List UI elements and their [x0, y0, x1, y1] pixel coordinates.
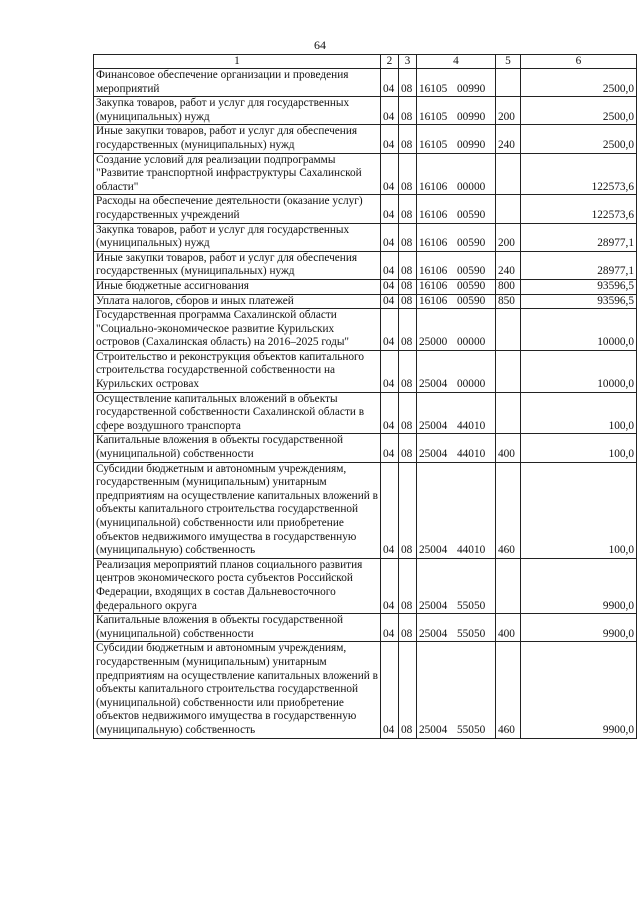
row-target-article	[417, 125, 496, 153]
row-amount: 28977,1	[521, 251, 637, 279]
row-amount: 9900,0	[521, 642, 637, 738]
row-target-article	[417, 309, 496, 351]
header-col-4: 4	[417, 55, 496, 69]
row-subsection-code: 08	[399, 195, 417, 223]
row-name: Иные закупки товаров, работ и услуг для обеспечения государственных (муниципальных) нужд	[94, 251, 381, 279]
row-subsection-code: 08	[399, 350, 417, 392]
row-amount: 93596,5	[521, 279, 637, 294]
row-target-article	[417, 434, 496, 462]
target-article-program: 16105	[419, 110, 448, 123]
row-name: Реализация мероприятий планов социального развития центров экономического роста субъектов Российской Федерации, входящих в состав Дальневосточного федерального округа	[94, 558, 381, 613]
target-article-direction: 00990	[457, 82, 486, 95]
header-col-5: 5	[496, 55, 521, 69]
row-section-code: 04	[381, 309, 399, 351]
target-article-program: 16106	[419, 180, 448, 193]
target-article-direction: 00590	[457, 208, 486, 221]
target-article-program: 25004	[419, 448, 448, 461]
row-amount: 9900,0	[521, 558, 637, 613]
target-article-program: 25004	[419, 419, 448, 432]
target-article-program: 25000	[419, 336, 448, 349]
row-expense-type	[496, 153, 521, 195]
target-article-program: 25004	[419, 627, 448, 640]
row-expense-type: 240	[496, 251, 521, 279]
row-target-article	[417, 153, 496, 195]
target-article-program: 25004	[419, 544, 448, 557]
row-section-code: 04	[381, 223, 399, 251]
table-row	[94, 434, 637, 462]
row-expense-type	[496, 558, 521, 613]
table-row	[94, 97, 637, 125]
target-article-program: 16106	[419, 294, 448, 307]
target-article-direction: 55050	[457, 627, 486, 640]
row-subsection-code: 08	[399, 462, 417, 558]
row-subsection-code: 08	[399, 223, 417, 251]
row-subsection-code: 08	[399, 309, 417, 351]
target-article-program: 25004	[419, 723, 448, 736]
row-expense-type	[496, 69, 521, 97]
row-subsection-code: 08	[399, 125, 417, 153]
target-article-program: 16106	[419, 208, 448, 221]
target-article-direction: 00000	[457, 378, 486, 391]
row-target-article	[417, 462, 496, 558]
row-expense-type	[496, 309, 521, 351]
row-target-article	[417, 223, 496, 251]
target-article-direction: 00990	[457, 138, 486, 151]
row-name: Субсидии бюджетным и автономным учреждениям, государственным (муниципальным) унитарным предприятиям на осуществление капитальных вложений в объекты капитального строительства государственной (муниципальной) собственности или приобретение объектов недвижимого имущества в государственную (муниципальную) собственность	[94, 462, 381, 558]
table-row	[94, 462, 637, 558]
row-name: Капитальные вложения в объекты государственной (муниципальной) собственности	[94, 434, 381, 462]
row-target-article	[417, 642, 496, 738]
row-name: Закупка товаров, работ и услуг для государственных (муниципальных) нужд	[94, 97, 381, 125]
table-header-row	[94, 55, 637, 69]
table-body	[94, 69, 637, 739]
table-row	[94, 294, 637, 309]
target-article-direction: 44010	[457, 448, 486, 461]
table-row	[94, 614, 637, 642]
row-section-code: 04	[381, 69, 399, 97]
row-amount: 2500,0	[521, 69, 637, 97]
row-expense-type: 800	[496, 279, 521, 294]
row-amount: 100,0	[521, 434, 637, 462]
target-article-direction: 00990	[457, 110, 486, 123]
target-article-direction: 44010	[457, 419, 486, 432]
table-row	[94, 392, 637, 434]
row-target-article	[417, 69, 496, 97]
row-name: Расходы на обеспечение деятельности (оказание услуг) государственных учреждений	[94, 195, 381, 223]
row-expense-type	[496, 392, 521, 434]
row-expense-type: 240	[496, 125, 521, 153]
target-article-direction: 00000	[457, 336, 486, 349]
row-expense-type: 400	[496, 434, 521, 462]
row-subsection-code: 08	[399, 614, 417, 642]
row-target-article	[417, 392, 496, 434]
header-col-2: 2	[381, 55, 399, 69]
target-article-direction: 00590	[457, 279, 486, 292]
budget-table	[93, 54, 637, 739]
row-amount: 9900,0	[521, 614, 637, 642]
target-article-direction: 44010	[457, 544, 486, 557]
row-subsection-code: 08	[399, 294, 417, 309]
row-subsection-code: 08	[399, 69, 417, 97]
row-target-article	[417, 279, 496, 294]
row-subsection-code: 08	[399, 392, 417, 434]
row-section-code: 04	[381, 97, 399, 125]
table-row	[94, 69, 637, 97]
row-amount: 122573,6	[521, 195, 637, 223]
row-amount: 10000,0	[521, 350, 637, 392]
target-article-program: 16106	[419, 265, 448, 278]
table-row	[94, 195, 637, 223]
target-article-direction: 00590	[457, 237, 486, 250]
row-subsection-code: 08	[399, 153, 417, 195]
target-article-direction: 55050	[457, 599, 486, 612]
row-amount: 122573,6	[521, 153, 637, 195]
table-row	[94, 558, 637, 613]
row-expense-type: 400	[496, 614, 521, 642]
target-article-program: 25004	[419, 378, 448, 391]
target-article-program: 16105	[419, 138, 448, 151]
row-amount: 10000,0	[521, 309, 637, 351]
row-section-code: 04	[381, 350, 399, 392]
row-subsection-code: 08	[399, 434, 417, 462]
target-article-program: 16106	[419, 279, 448, 292]
row-name: Уплата налогов, сборов и иных платежей	[94, 294, 381, 309]
row-expense-type: 200	[496, 223, 521, 251]
row-expense-type	[496, 350, 521, 392]
target-article-direction: 55050	[457, 723, 486, 736]
target-article-program: 16105	[419, 82, 448, 95]
row-section-code: 04	[381, 279, 399, 294]
row-expense-type: 460	[496, 462, 521, 558]
row-subsection-code: 08	[399, 251, 417, 279]
row-name: Иные закупки товаров, работ и услуг для обеспечения государственных (муниципальных) нужд	[94, 125, 381, 153]
row-target-article	[417, 251, 496, 279]
target-article-direction: 00590	[457, 294, 486, 307]
row-amount: 2500,0	[521, 97, 637, 125]
row-section-code: 04	[381, 195, 399, 223]
row-expense-type: 200	[496, 97, 521, 125]
row-section-code: 04	[381, 251, 399, 279]
row-section-code: 04	[381, 558, 399, 613]
table-row	[94, 153, 637, 195]
row-amount: 2500,0	[521, 125, 637, 153]
row-name: Капитальные вложения в объекты государственной (муниципальной) собственности	[94, 614, 381, 642]
row-name: Создание условий для реализации подпрограммы "Развитие транспортной инфраструктуры Сахалинской области"	[94, 153, 381, 195]
target-article-direction: 00000	[457, 180, 486, 193]
row-section-code: 04	[381, 434, 399, 462]
header-col-1: 1	[94, 55, 381, 69]
row-target-article	[417, 195, 496, 223]
table-row	[94, 223, 637, 251]
row-section-code: 04	[381, 125, 399, 153]
row-section-code: 04	[381, 642, 399, 738]
table-row	[94, 125, 637, 153]
row-target-article	[417, 614, 496, 642]
row-amount: 100,0	[521, 392, 637, 434]
header-col-3: 3	[399, 55, 417, 69]
row-section-code: 04	[381, 392, 399, 434]
row-amount: 93596,5	[521, 294, 637, 309]
table-row	[94, 251, 637, 279]
row-expense-type: 850	[496, 294, 521, 309]
header-col-6: 6	[521, 55, 637, 69]
row-section-code: 04	[381, 462, 399, 558]
row-subsection-code: 08	[399, 558, 417, 613]
target-article-program: 25004	[419, 599, 448, 612]
page-number: 64	[314, 38, 326, 52]
row-target-article	[417, 350, 496, 392]
row-name: Финансовое обеспечение организации и проведения мероприятий	[94, 69, 381, 97]
row-name: Осуществление капитальных вложений в объекты государственной собственности Сахалинской области в сфере воздушного транспорта	[94, 392, 381, 434]
row-expense-type: 460	[496, 642, 521, 738]
row-subsection-code: 08	[399, 642, 417, 738]
row-target-article	[417, 97, 496, 125]
table-row	[94, 350, 637, 392]
row-amount: 100,0	[521, 462, 637, 558]
table-row	[94, 279, 637, 294]
row-expense-type	[496, 195, 521, 223]
row-target-article	[417, 294, 496, 309]
table-row	[94, 642, 637, 738]
row-subsection-code: 08	[399, 97, 417, 125]
row-section-code: 04	[381, 614, 399, 642]
row-name: Государственная программа Сахалинской области "Социально-экономическое развитие Курильских островов (Сахалинская область) на 2016–2025 годы"	[94, 309, 381, 351]
target-article-direction: 00590	[457, 265, 486, 278]
row-subsection-code: 08	[399, 279, 417, 294]
row-target-article	[417, 558, 496, 613]
row-name: Закупка товаров, работ и услуг для государственных (муниципальных) нужд	[94, 223, 381, 251]
table-row	[94, 309, 637, 351]
row-name: Строительство и реконструкция объектов капитального строительства государственной собственности на Курильских островах	[94, 350, 381, 392]
row-amount: 28977,1	[521, 223, 637, 251]
target-article-program: 16106	[419, 237, 448, 250]
row-name: Субсидии бюджетным и автономным учреждениям, государственным (муниципальным) унитарным предприятиям на осуществление капитальных вложений в объекты капитального строительства государственной (муниципальной) собственности или приобретение объектов недвижимого имущества в государственную (муниципальную) собственность	[94, 642, 381, 738]
row-section-code: 04	[381, 294, 399, 309]
row-section-code: 04	[381, 153, 399, 195]
row-name: Иные бюджетные ассигнования	[94, 279, 381, 294]
